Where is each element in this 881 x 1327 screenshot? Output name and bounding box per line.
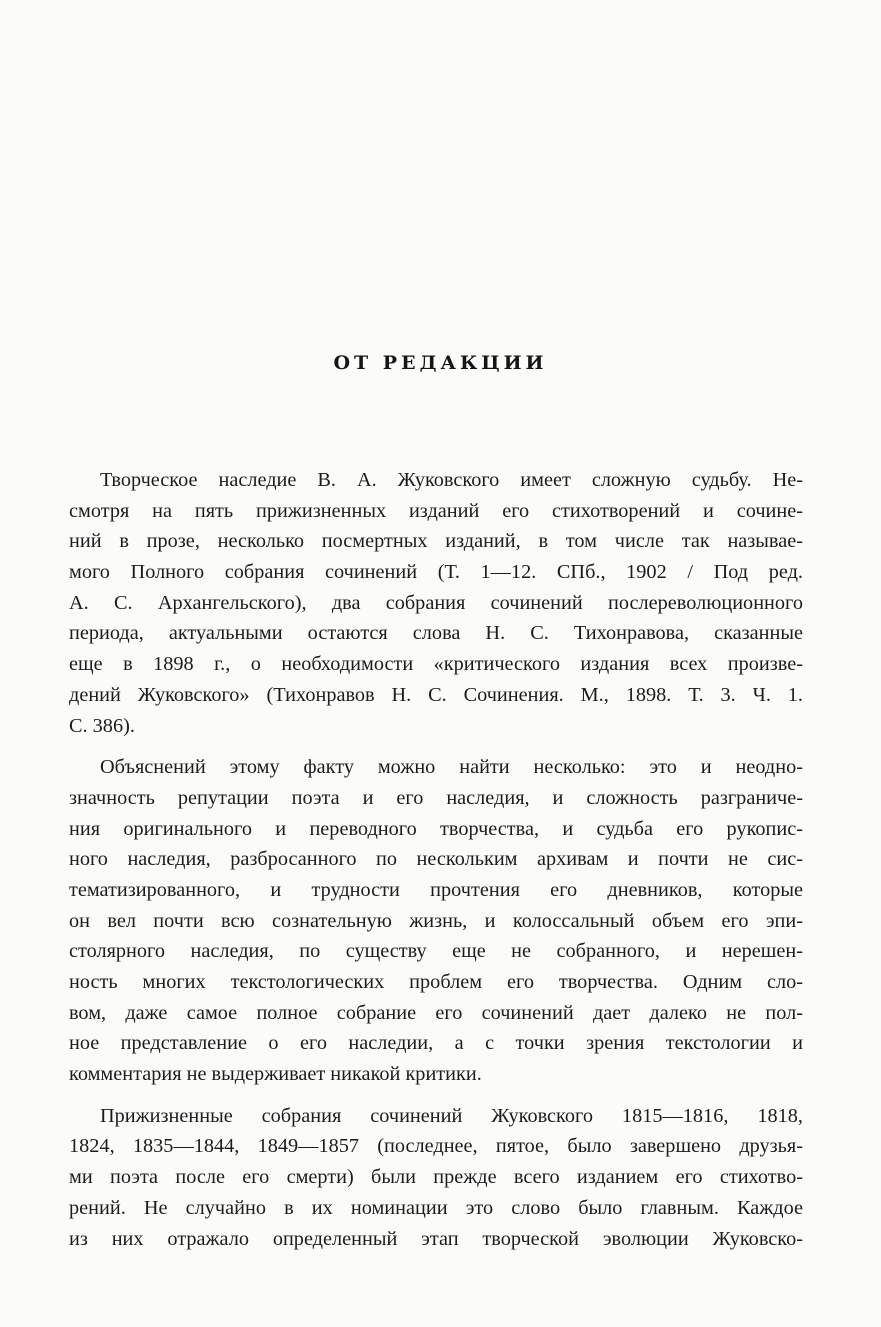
text-line: ний в прозе, несколько посмертных изданий, в том числе так называе- [69, 530, 803, 553]
section-heading: ОТ РЕДАКЦИИ [333, 352, 548, 374]
text-line: комментария не выдерживает никакой критики. [69, 1063, 482, 1086]
text-line: значность репутации поэта и его наследия, и сложность разграниче- [69, 786, 803, 809]
text-line: Прижизненные собрания сочинений Жуковского 1815—1816, 1818, [100, 1104, 803, 1127]
body-text [69, 465, 803, 1265]
paragraph-3 [69, 1101, 803, 1254]
text-line: тематизированного, и трудности прочтения его дневников, которые [69, 878, 803, 901]
paragraph-2 [69, 752, 803, 1090]
text-line: 1824, 1835—1844, 1849—1857 (последнее, пятое, было завершено друзья- [69, 1135, 803, 1158]
text-line: А. С. Архангельского), два собрания сочинений послереволюционного [69, 591, 803, 614]
text-line: периода, актуальными остаются слова Н. С. Тихонравова, сказанные [69, 622, 803, 645]
text-line: ния оригинального и переводного творчества, и судьба его рукопис- [69, 817, 803, 840]
text-line: Объяснений этому факту можно найти несколько: это и неодно- [100, 756, 803, 779]
text-line: смотря на пять прижизненных изданий его стихотворений и сочине- [69, 499, 803, 522]
text-line: рений. Не случайно в их номинации это слово было главным. Каждое [69, 1196, 803, 1219]
text-line: из них отражало определенный этап творческой эволюции Жуковско- [69, 1227, 803, 1250]
text-line: он вел почти всю сознательную жизнь, и колоссальный объем его эпи- [69, 909, 803, 932]
text-line: ного наследия, разбросанного по нескольким архивам и почти не сис- [69, 848, 803, 871]
text-line: ность многих текстологических проблем его творчества. Одним сло- [69, 971, 803, 993]
paragraph-1 [69, 465, 803, 741]
text-line: дений Жуковского» (Тихонравов Н. С. Сочинения. М., 1898. Т. 3. Ч. 1. [69, 683, 803, 706]
text-line: столярного наследия, по существу еще не собранного, и нерешен- [69, 940, 803, 963]
text-line: еще в 1898 г., о необходимости «критического издания всех произве- [69, 653, 803, 676]
text-line: ми поэта после его смерти) были прежде всего изданием его стихотво- [69, 1166, 803, 1189]
text-line: мого Полного собрания сочинений (Т. 1—12. СПб., 1902 / Под ред. [69, 561, 803, 584]
text-line: Творческое наследие В. А. Жуковского имеет сложную судьбу. Не- [100, 469, 803, 491]
text-line: С. 386). [69, 714, 135, 737]
text-line: ное представление о его наследии, а с точки зрения текстологии и [69, 1032, 803, 1055]
text-line: вом, даже самое полное собрание его сочинений дает далеко не пол- [69, 1001, 803, 1024]
